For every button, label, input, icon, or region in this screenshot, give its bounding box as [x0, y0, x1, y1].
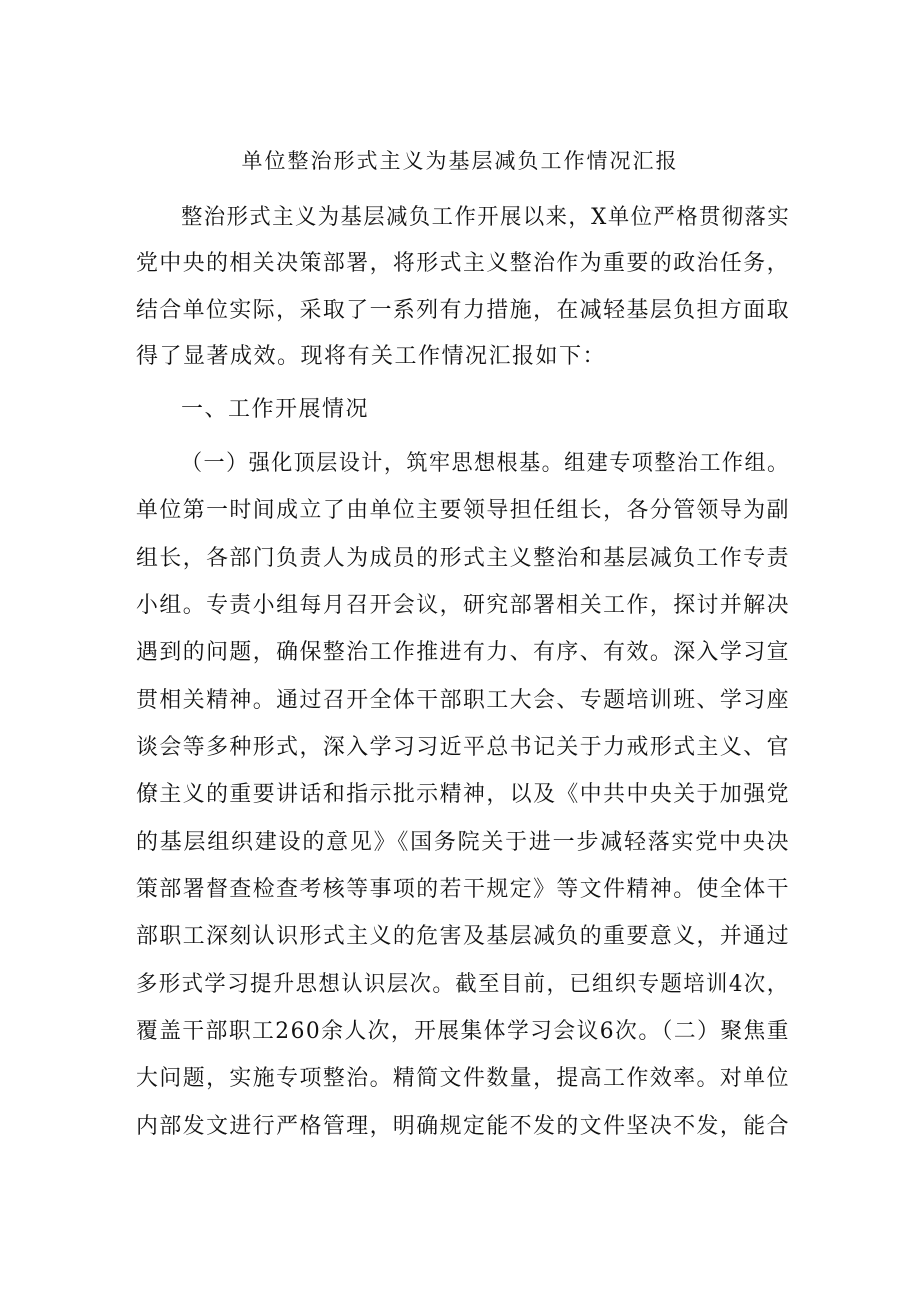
paragraph-line: 内部发文进行严格管理，明确规定能不发的文件坚决不发，能合 [136, 1114, 791, 1139]
paragraph-line: 单位第一时间成立了由单位主要领导担任组长，各分管领导为副 [136, 498, 791, 523]
paragraph-line: 大问题，实施专项整治。精简文件数量，提高工作效率。对单位 [136, 1066, 791, 1091]
section-heading: 一、工作开展情况 [181, 397, 370, 422]
paragraph-line: 结合单位实际，采取了一系列有力措施，在减轻基层负担方面取 [136, 298, 791, 323]
paragraph-line: 小组。专责小组每月召开会议，研究部署相关工作，探讨并解决 [136, 593, 791, 618]
paragraph-line: 党中央的相关决策部署，将形式主义整治作为重要的政治任务， [136, 251, 791, 276]
paragraph-line: 僚主义的重要讲话和指示批示精神，以及《中共中央关于加强党 [136, 782, 791, 807]
paragraph-line: 整治形式主义为基层减负工作开展以来，X单位严格贯彻落实 [181, 205, 791, 230]
paragraph-line: 得了显著成效。现将有关工作情况汇报如下： [136, 344, 607, 369]
document-title: 单位整治形式主义为基层减负工作情况汇报 [241, 149, 679, 173]
paragraph-line: 部职工深刻认识形式主义的危害及基层减负的重要意义，并通过 [136, 924, 791, 949]
paragraph-line: 多形式学习提升思想认识层次。截至目前，已组织专题培训4次， [136, 972, 790, 997]
paragraph-line: 覆盖干部职工260余人次，开展集体学习会议6次。（二）聚焦重 [136, 1019, 790, 1044]
paragraph-line: 组长，各部门负责人为成员的形式主义整治和基层减负工作专责 [136, 546, 791, 571]
paragraph-line: 的基层组织建设的意见》《国务院关于进一步减轻落实党中央决 [136, 830, 791, 855]
paragraph-line: 谈会等多种形式，深入学习习近平总书记关于力戒形式主义、官 [136, 735, 791, 760]
paragraph-line: （一）强化顶层设计，筑牢思想根基。组建专项整治工作组。 [181, 451, 790, 476]
paragraph-line: 贯相关精神。通过召开全体干部职工大会、专题培训班、学习座 [136, 688, 791, 713]
paragraph-line: 策部署督查检查考核等事项的若干规定》等文件精神。使全体干 [136, 877, 791, 902]
paragraph-line: 遇到的问题，确保整治工作推进有力、有序、有效。深入学习宣 [136, 640, 791, 665]
